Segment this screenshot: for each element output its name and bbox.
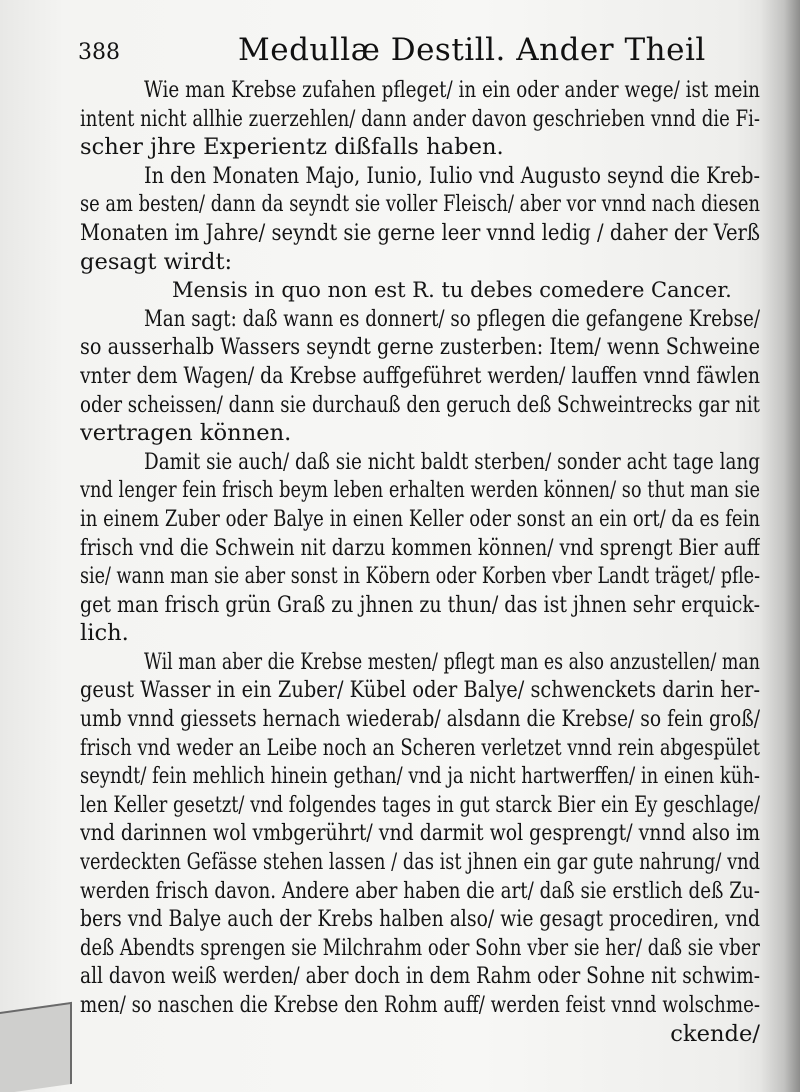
page-number: 388 [78, 40, 120, 65]
text-line: vnd lenger fein frisch beym leben erhalten werden können/ so thut man sie [80, 477, 760, 504]
text-line: Wil man aber die Krebse mesten/ pflegt man es also anzustellen/ man [144, 648, 760, 675]
text-line: len Keller gesetzt/ vnd folgendes tages in gut starck Bier ein Ey geschlage/ [80, 791, 760, 818]
text-block [80, 76, 760, 1048]
text-line: Man sagt: daß wann es donnert/ so pflegen die gefangene Krebse/ [144, 305, 760, 332]
text-line: Monaten im Jahre/ seyndt sie gerne leer vnnd ledig / daher der Verß [80, 219, 760, 246]
text-line: verdeckten Gefässe stehen lassen / das ist jhnen ein gar gute nahrung/ vnd [80, 849, 760, 876]
text-line: bers vnd Balye auch der Krebs halben also/ wie gesagt procediren, vnd [80, 906, 760, 933]
text-line: so ausserhalb Wassers seyndt gerne zusterben: Item/ wenn Schweine [80, 334, 760, 361]
text-line: Mensis in quo non est R. tu debes comedere Cancer. [172, 278, 732, 303]
text-line: vnd darinnen wol vmbgerührt/ vnd darmit wol gesprengt/ vnnd also im [80, 820, 760, 847]
text-line: se am besten/ dann da seyndt sie voller Fleisch/ aber vor vnnd nach diesen [80, 191, 760, 218]
text-line: men/ so naschen die Krebse den Rohm auff/ werden feist vnnd wolschme- [80, 992, 760, 1018]
text-line: frisch vnd die Schwein nit darzu kommen können/ vnd sprengt Bier auff [80, 534, 760, 561]
text-line: umb vnnd giessets hernach wiederab/ alsdann die Krebse/ so fein groß/ [80, 706, 760, 733]
text-line: all davon weiß werden/ aber doch in dem Rahm oder Sohne nit schwim- [80, 963, 760, 990]
text-line: scher jhre Experientz dißfalls haben. [80, 134, 504, 161]
page-edge-shadow [760, 0, 800, 1092]
page-header [78, 28, 758, 72]
running-title: Medullæ Destill. Ander Theil [238, 32, 706, 68]
text-line: geust Wasser in ein Zuber/ Kübel oder Balye/ schwenckets darin her- [80, 677, 760, 704]
text-line: get man frisch grün Graß zu jhnen zu thun/ das ist jhnen sehr erquick- [80, 591, 760, 618]
page-corner-fold [0, 1002, 72, 1092]
text-line: in einem Zuber oder Balye in einen Keller oder sonst an ein ort/ da es fein [80, 505, 760, 532]
text-line: lich. [80, 620, 129, 647]
text-line: oder scheissen/ dann sie durchauß den geruch deß Schweintrecks gar nit [80, 391, 760, 418]
text-line: deß Abendts sprengen sie Milchrahm oder Sohn vber sie her/ daß sie vber [80, 934, 760, 961]
text-line: frisch vnd weder an Leibe noch an Scheren verletzet vnnd rein abgespület [80, 734, 760, 761]
text-line: intent nicht allhie zuerzehlen/ dann ander davon geschrieben vnnd die Fi- [80, 105, 760, 132]
text-line: seyndt/ fein mehlich hinein gethan/ vnd ja nicht hartwerffen/ in einen küh- [80, 763, 760, 790]
text-line: werden frisch davon. Andere aber haben die art/ daß sie erstlich deß Zu- [80, 877, 760, 904]
text-line: Damit sie auch/ daß sie nicht baldt sterben/ sonder acht tage lang [144, 448, 760, 475]
text-line: Wie man Krebse zufahen pfleget/ in ein oder ander wege/ ist mein [144, 77, 760, 103]
text-line: gesagt wirdt: [80, 248, 233, 275]
text-line: vertragen können. [80, 420, 292, 447]
text-line: sie/ wann man sie aber sonst in Köbern oder Korben vber Landt träget/ pfle- [80, 563, 760, 590]
text-line: ckende/ [670, 1020, 760, 1047]
text-line: vnter dem Wagen/ da Krebse auffgeführet werden/ lauffen vnnd fäwlen [80, 362, 760, 389]
text-line: In den Monaten Majo, Iunio, Iulio vnd Augusto seynd die Kreb- [144, 162, 760, 189]
